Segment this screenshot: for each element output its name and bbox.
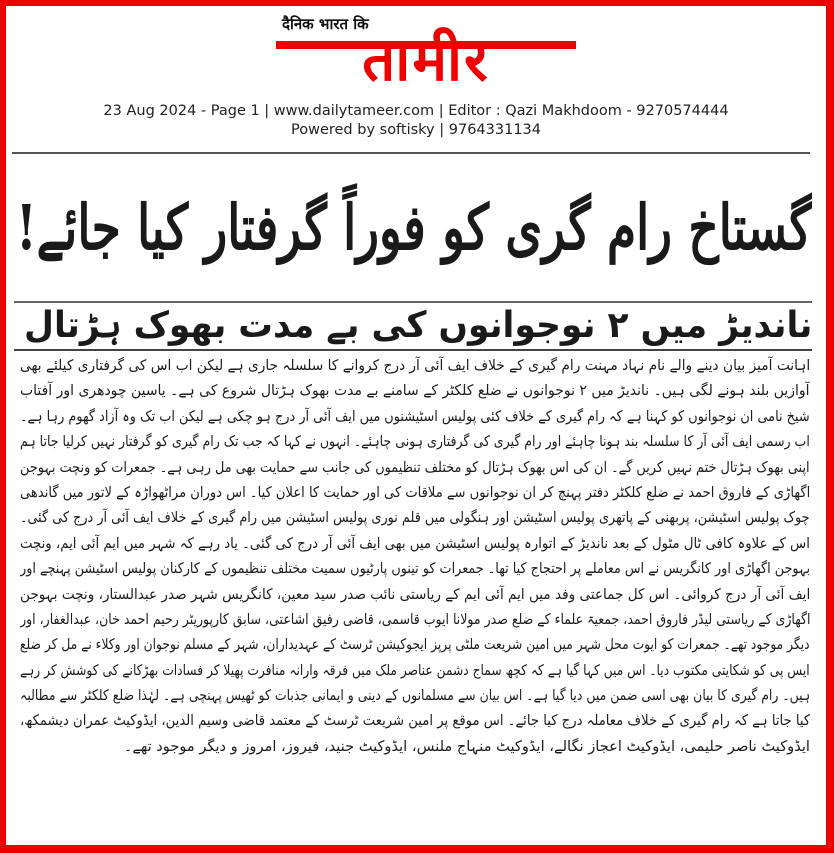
body-line: شیخ نامی ان نوجوانوں کو کہنا ہے کہ رام گیری کے خلاف کئی پولیس اسٹیشنوں میں ایف آئی آر درج ہو چکی ہے لیکن اب تک وہ آزاد گھوم رہا ہے۔: [20, 407, 810, 425]
article-body: [20, 353, 810, 759]
logo-wordmark: तामीर: [362, 26, 490, 94]
powered-by-line: Powered by softisky | 9764331134: [290, 122, 541, 138]
masthead: [6, 10, 826, 98]
body-line: اب رسمی ایف آئی آر کا سلسلہ بند ہونا چاہئے اور رام گیری کی گرفتاری ہونی چاہئے۔ انہوں نے کہا کہ جب تک رام گیری کو گرفتار نہیں کرلیا جاتا ہم: [20, 433, 810, 451]
body-line: چوک پولیس اسٹیشن، پربھنی کے پاتھری پولیس اسٹیشن اور ہنگولی میں قلم نوری پولیس اسٹیشن میں رام گیری کے خلاف ایف آئی آر درج کی گئی۔: [20, 509, 810, 527]
body-line: اس کے علاوہ کافی ٹال مٹول کے بعد ناندیڑ کے اتوارہ پولیس اسٹیشن میں بھی ایف آئی آر درج کی گئی۔ یاد رہے کہ شہر میں ایم آئی ایم، ونچت: [20, 534, 810, 552]
body-line: ایڈوکیٹ ناصر حلیمی، ایڈوکیٹ اعجاز نگالے، ایڈوکیٹ منہاج ملنس، ایڈوکیٹ جنید، فیروز، امروز و دیگر موجود تھے۔: [123, 737, 810, 755]
body-line: کیا جاتا ہے کہ رام گیری کے خلاف معاملہ درج کیا جائے۔ اس موقع پر امین شریعت ٹرسٹ کے معتمد قاضی وسیم الدین، ایڈوکیٹ عمران دیشمکھ،: [20, 712, 810, 730]
divider-rule-top: [12, 152, 810, 154]
logo-tagline: दैनिक भारत कि: [282, 15, 369, 33]
body-line: آوازیں بلند ہونے لگی ہیں۔ ناندیڑ میں ۲ نوجوانوں نے ضلع کلکٹر کے سامنے بے مدت بھوک ہڑتال شروع کی ہے۔ یاسین چودھری اور آفتاب: [20, 382, 810, 400]
article-headline: گستاخ رام گری کو فوراً گرفتار کیا جائے!: [16, 191, 812, 264]
newspaper-logo: [276, 12, 576, 98]
body-line: بہوجن اگھاڑی اور کانگریس نے اس معاملے پر احتجاج کیا تھا۔ جمعرات کو تینوں پارٹیوں سمیت مختلف تنظیموں کے کارکنان پولیس اسٹیشن پہنچے اور: [20, 560, 810, 578]
body-line: دیگر موجود تھے۔ جمعرات کو ایوت محل شہر میں امین شریعت ملٹی پرپز ایجوکیشن ٹرسٹ کے عہدیداران، شہر کے مسلم نوجوان اور وکلاء نے مل کر ضلع: [20, 636, 810, 654]
edition-info-line: 23 Aug 2024 - Page 1 | www.dailytameer.com | Editor : Qazi Makhdoom - 9270574444: [103, 103, 729, 119]
body-line: اپنی بھوک ہڑتال ختم نہیں کریں گے۔ ان کی اس بھوک ہڑتال کو مختلف تنظیموں کی جانب سے حمایت بھی مل رہی ہے۔ جمعرات کو ونچت بہوجن: [20, 458, 810, 476]
body-line: ہیں۔ رام گیری کا بیان بھی اسی ضمن میں دیا گیا ہے۔ اس بیان سے مسلمانوں کے دینی و ایمانی جذبات کو ٹھیس پہنچی ہے۔ لہٰذا ضلع کلکٹر سے مطالبہ: [20, 687, 810, 705]
body-line: ایس پی کو شکایتی مکتوب دیا۔ اس میں کہا گیا ہے کہ کچھ سماج دشمن عناصر ملک میں فرقہ وارانہ منافرت پھیلا کر فسادات بھڑکانے کی کوشش کر رہے: [20, 661, 810, 679]
article-subheadline: ناندیڑ میں ۲ نوجوانوں کی بے مدت بھوک ہڑتال: [24, 305, 812, 346]
body-line: اگھاڑی کے فاروق احمد نے ضلع کلکٹر دفتر پہنچ کر ان نوجوانوں سے ملاقات کی اور حمایت کا اعلان کیا۔ اس دوران مراٹھواڑہ کے لاتور میں گاندھی: [20, 483, 810, 501]
body-line: اگھاڑی کے ریاستی لیڈر فاروق احمد، جمعیۃ علماء کے ضلع صدر مولانا ایوب قاسمی، قاضی رفیق اشاعتی، سابق کارپوریٹر رحیم احمد خان، عبدالغفار، اور: [20, 610, 810, 628]
body-line: ایف آئی آر درج کروائی۔ اس کل جماعتی وفد میں ایم آئی ایم کے ریاستی نائب صدر سید معین، کانگریس شہر صدر عبدالستار، ونچت بہوجن: [20, 585, 810, 603]
divider-rule-subheadline: [14, 349, 812, 351]
body-line: اہانت آمیز بیان دینے والے نام نہاد مہنت رام گیری کے خلاف ایف آئی آر درج کروانے کا سلسلہ جاری ہے لیکن اب اس کی گرفتاری کیلئے بھی: [20, 357, 810, 374]
divider-rule-headline: [14, 301, 812, 303]
